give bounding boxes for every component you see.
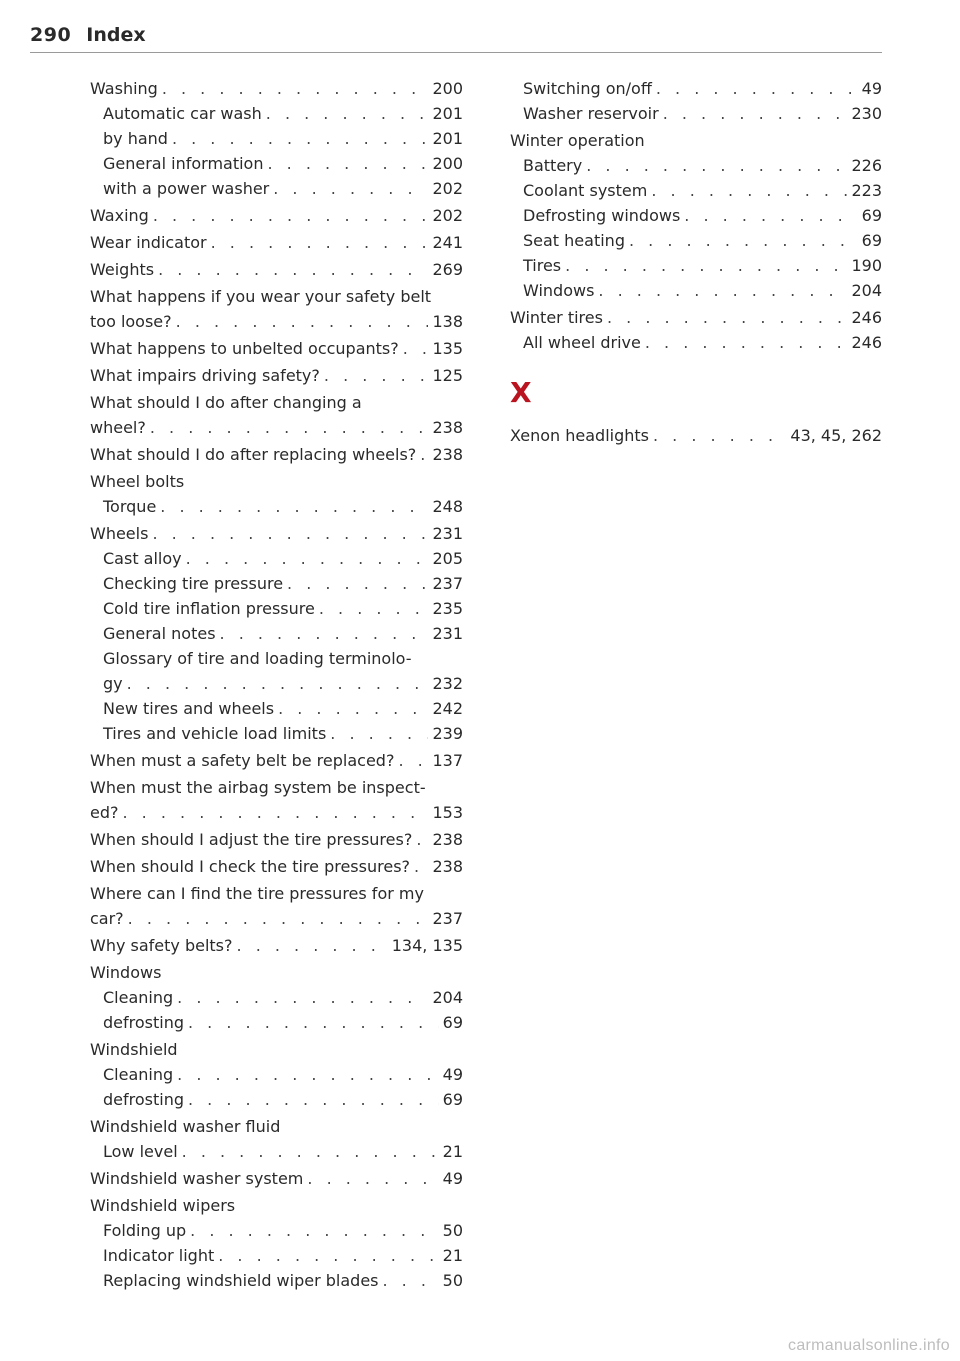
entry-label: What happens to unbelted occupants? [90,339,399,358]
leader-dots [123,800,429,825]
entry-label: Wear indicator [90,233,207,252]
index-entry [510,423,882,448]
index-entry [90,571,463,596]
leader-dots [663,101,848,126]
entry-label: Xenon headlights [510,426,649,445]
index-entry [90,748,463,773]
leader-dots [172,126,429,151]
entry-label: What should I do after replacing wheels? [90,445,417,464]
index-entry [90,621,463,646]
entry-label: Cleaning [103,988,174,1007]
leader-dots [416,827,428,852]
entry-label: When must a safety belt be replaced? [90,751,395,770]
leader-dots [414,854,428,879]
entry-label: Cast alloy [103,549,182,568]
index-entry [510,76,882,101]
entry-label: by hand [103,129,168,148]
index-entry [90,521,463,546]
page-title: Index [86,24,146,46]
entry-label: defrosting [103,1013,184,1032]
entry-label: Seat heating [523,231,625,250]
leader-dots [150,415,429,440]
index-entry [90,1062,463,1087]
entry-page-number: 205 [432,549,463,568]
entry-label: Windshield washer system [90,1169,304,1188]
entry-label: defrosting [103,1090,184,1109]
entry-page-number: 241 [432,233,463,252]
index-entry [510,330,882,355]
entry-label: Defrosting windows [523,206,681,225]
index-entry [90,230,463,255]
leader-dots [645,330,848,355]
leader-dots [287,571,428,596]
leader-dots [127,671,429,696]
leader-dots [629,228,858,253]
index-heading: Glossary of tire and loading terminolo- [103,649,412,668]
entry-page-number: 69 [442,1013,463,1032]
index-entry [90,76,463,101]
entry-page-number: 246 [851,333,882,352]
index-entry [90,1268,463,1293]
index-entry [90,151,463,176]
index-entry [90,1010,463,1035]
entry-page-number: 232 [432,674,463,693]
index-entry [90,257,463,282]
leader-dots [177,1062,438,1087]
entry-page-number: 49 [442,1169,463,1188]
index-entry [510,253,882,278]
entry-page-number: 242 [432,699,463,718]
entry-page-number: 238 [432,445,463,464]
entry-page-number: 204 [432,988,463,1007]
index-heading: When must the airbag system be inspect- [90,778,426,797]
entry-label: Replacing windshield wiper blades [103,1271,379,1290]
entry-page-number: 223 [851,181,882,200]
index-entry [90,596,463,621]
page-number: 290 [30,24,72,46]
leader-dots [398,748,428,773]
leader-dots [211,230,429,255]
entry-page-number: 21 [442,1246,463,1265]
index-entry [90,336,463,361]
entry-page-number: 190 [851,256,882,275]
leader-dots [153,203,429,228]
entry-label: Why safety belts? [90,936,233,955]
entry-label: New tires and wheels [103,699,275,718]
index-entry [90,126,463,151]
index-column-right [510,76,882,448]
entry-label: ed? [90,803,119,822]
index-entry [90,101,463,126]
index-entry [90,1218,463,1243]
index-entry [90,854,463,879]
index-section-letter: X [510,376,532,409]
index-entry [90,176,463,201]
leader-dots [162,76,429,101]
entry-label: Tires and vehicle load limits [103,724,327,743]
entry-page-number: 200 [432,79,463,98]
entry-page-number: 235 [432,599,463,618]
entry-page-number: 248 [432,497,463,516]
leader-dots [273,176,428,201]
index-entry [510,228,882,253]
entry-label: gy [103,674,123,693]
entry-page-number: 237 [432,909,463,928]
entry-label: Washer reservoir [523,104,659,123]
entry-page-number: 49 [442,1065,463,1084]
leader-dots [160,494,428,519]
leader-dots [128,906,429,931]
entry-page-number: 43, 45, 262 [790,426,882,445]
entry-page-number: 202 [432,206,463,225]
leader-dots [218,1243,438,1268]
leader-dots [182,1139,439,1164]
entry-label: Windows [523,281,595,300]
entry-label: Folding up [103,1221,187,1240]
entry-page-number: 238 [432,857,463,876]
page-header [30,24,882,53]
entry-page-number: 238 [432,830,463,849]
index-heading: Wheel bolts [90,472,185,491]
leader-dots [278,696,428,721]
entry-label: with a power washer [103,179,270,198]
index-heading: What should I do after changing a [90,393,362,412]
index-entry [90,671,463,696]
index-entry [90,933,463,958]
leader-dots [237,933,388,958]
leader-dots [177,985,428,1010]
entry-page-number: 269 [432,260,463,279]
index-heading: Windshield wipers [90,1196,236,1215]
leader-dots [188,1010,439,1035]
index-entry [90,309,463,334]
index-entry [90,442,463,467]
entry-page-number: 125 [432,366,463,385]
entry-label: Switching on/off [523,79,652,98]
entry-page-number: 231 [432,624,463,643]
entry-page-number: 135 [432,339,463,358]
entry-label: General information [103,154,264,173]
leader-dots [607,305,847,330]
entry-page-number: 200 [432,154,463,173]
entry-label: Weights [90,260,155,279]
leader-dots [651,178,847,203]
entry-page-number: 21 [442,1142,463,1161]
leader-dots [324,363,429,388]
entry-page-number: 230 [851,104,882,123]
leader-dots [684,203,857,228]
index-entry [510,278,882,303]
entry-page-number: 50 [442,1221,463,1240]
leader-dots [188,1087,439,1112]
index-entry [90,363,463,388]
entry-page-number: 69 [442,1090,463,1109]
index-entry [90,415,463,440]
entry-label: Cold tire inflation pressure [103,599,315,618]
entry-label: Winter tires [510,308,603,327]
leader-dots [176,309,429,334]
index-entry [90,1087,463,1112]
leader-dots [598,278,847,303]
entry-page-number: 246 [851,308,882,327]
entry-page-number: 69 [861,206,882,225]
index-entry [510,101,882,126]
index-entry [90,827,463,852]
entry-label: When should I check the tire pressures? [90,857,411,876]
index-heading: Winter operation [510,131,645,150]
leader-dots [565,253,847,278]
index-entry [90,721,463,746]
index-heading: Windshield washer fluid [90,1117,281,1136]
entry-page-number: 202 [432,179,463,198]
entry-label: Waxing [90,206,149,225]
leader-dots [307,1166,438,1191]
entry-page-number: 231 [432,524,463,543]
index-column-left [90,76,463,1293]
leader-dots [220,621,429,646]
entry-page-number: 134, 135 [391,936,463,955]
leader-dots [186,546,429,571]
entry-label: What impairs driving safety? [90,366,320,385]
index-heading: What happens if you wear your safety belt [90,287,432,306]
index-entry [510,153,882,178]
entry-page-number: 137 [432,751,463,770]
leader-dots [319,596,429,621]
index-entry [510,305,882,330]
leader-dots [403,336,429,361]
entry-label: Torque [103,497,157,516]
entry-label: Tires [523,256,562,275]
entry-page-number: 238 [432,418,463,437]
entry-page-number: 49 [861,79,882,98]
entry-label: Battery [523,156,583,175]
entry-page-number: 201 [432,129,463,148]
leader-dots [656,76,858,101]
leader-dots [152,521,428,546]
entry-label: too loose? [90,312,172,331]
index-heading: Where can I find the tire pressures for my [90,884,424,903]
index-heading: Windshield [90,1040,178,1059]
leader-dots [586,153,847,178]
entry-label: Wheels [90,524,149,543]
entry-page-number: 201 [432,104,463,123]
leader-dots [266,101,429,126]
entry-page-number: 226 [851,156,882,175]
entry-label: General notes [103,624,216,643]
leader-dots [383,1268,439,1293]
entry-label: Indicator light [103,1246,215,1265]
entry-label: wheel? [90,418,146,437]
leader-dots [420,442,428,467]
index-heading: Windows [90,963,162,982]
entry-page-number: 138 [432,312,463,331]
index-entry [90,1166,463,1191]
index-entry [90,494,463,519]
leader-dots [158,257,428,282]
index-entry [90,203,463,228]
entry-page-number: 50 [442,1271,463,1290]
leader-dots [653,423,786,448]
index-entry [90,800,463,825]
index-entry [90,906,463,931]
entry-label: Washing [90,79,158,98]
entry-page-number: 153 [432,803,463,822]
entry-label: Checking tire pressure [103,574,284,593]
index-entry [90,1139,463,1164]
index-entry [90,1243,463,1268]
index-entry [90,985,463,1010]
leader-dots [190,1218,438,1243]
entry-page-number: 239 [432,724,463,743]
index-entry [90,696,463,721]
entry-label: When should I adjust the tire pressures? [90,830,413,849]
entry-label: Cleaning [103,1065,174,1084]
entry-page-number: 204 [851,281,882,300]
entry-label: car? [90,909,124,928]
index-entry [510,178,882,203]
entry-label: Coolant system [523,181,648,200]
entry-label: Automatic car wash [103,104,262,123]
index-entry [90,546,463,571]
entry-page-number: 69 [861,231,882,250]
entry-label: All wheel drive [523,333,641,352]
leader-dots [267,151,428,176]
index-entry [510,203,882,228]
watermark: carmanualsonline.info [788,1337,950,1354]
entry-page-number: 237 [432,574,463,593]
leader-dots [330,721,428,746]
entry-label: Low level [103,1142,178,1161]
